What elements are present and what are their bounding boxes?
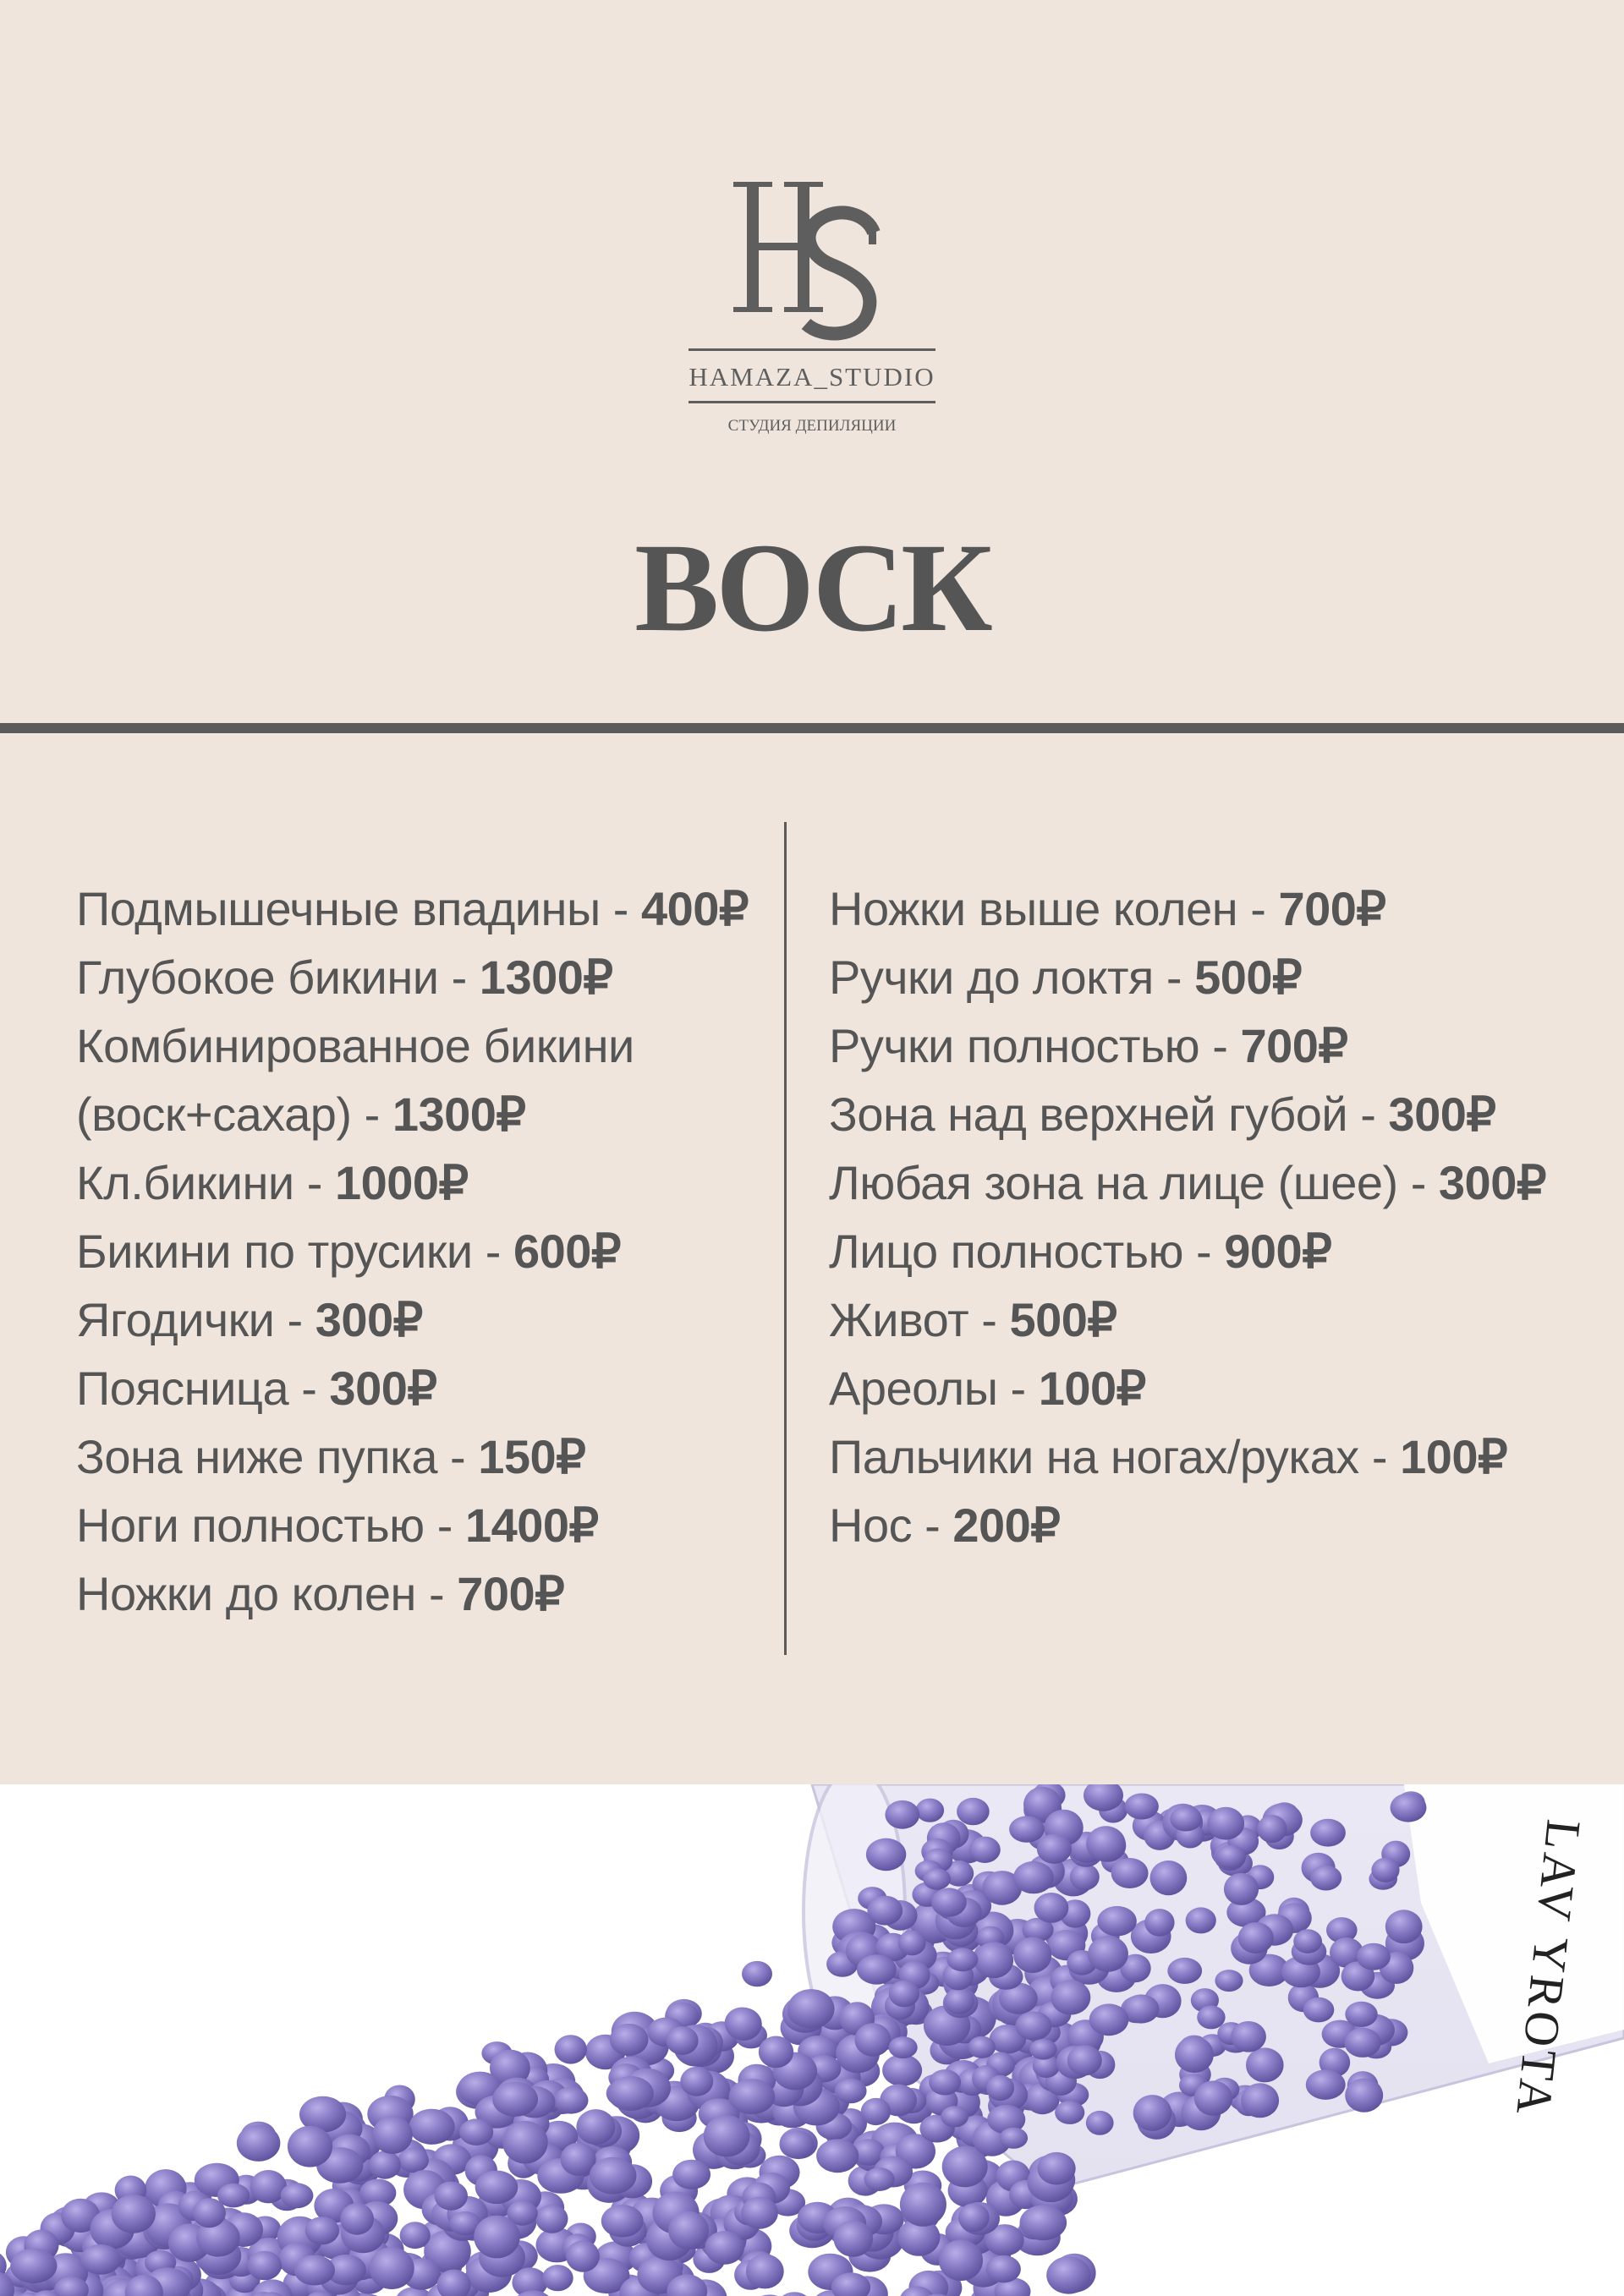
service-price: 700₽ (1240, 1019, 1348, 1072)
wax-bead (305, 2217, 339, 2244)
wax-beads-illustration (0, 1784, 1624, 2296)
service-name: Глубокое бикини - (76, 951, 480, 1004)
wax-bead (1371, 1858, 1399, 1882)
wax-bead (1224, 1873, 1259, 1905)
wax-bead (248, 2251, 282, 2281)
wax-bead (610, 2024, 649, 2056)
wax-bead (502, 2121, 548, 2164)
wax-bead (882, 2054, 922, 2086)
service-price: 900₽ (1224, 1225, 1332, 1278)
wax-bead (492, 2082, 538, 2117)
wax-bead (1345, 2079, 1383, 2112)
price-item (829, 1148, 1546, 1217)
wax-bead (866, 1838, 906, 1871)
wax-bead (1310, 1866, 1341, 1891)
service-price: 700₽ (1278, 882, 1386, 935)
wax-bead (1111, 1858, 1149, 1888)
service-name: Зона над верхней губой - (829, 1088, 1389, 1141)
wax-bead (957, 1798, 990, 1825)
wax-bead (1067, 2045, 1102, 2075)
wax-bead (555, 2035, 587, 2063)
wax-bead (1016, 2012, 1052, 2041)
service-price: 300₽ (1388, 1088, 1496, 1141)
wax-bead (939, 2240, 983, 2282)
wax-bead (1009, 1816, 1045, 1842)
service-name: Кл.бикини - (76, 1156, 335, 1209)
service-name: Нос - (829, 1499, 953, 1552)
wax-bead (294, 2255, 335, 2286)
price-item (829, 874, 1546, 943)
wax-bead (668, 2211, 709, 2249)
wax-bead (435, 2182, 468, 2211)
wax-bead (1215, 1970, 1243, 1992)
brand-name: HAMAZA_STUDIO (689, 362, 935, 392)
wax-bead (787, 1989, 834, 2029)
service-name: (воск+сахар) - (76, 1088, 392, 1141)
wax-bead (459, 2118, 493, 2145)
wax-bead (885, 1800, 919, 1829)
wax-bead (916, 1799, 944, 1822)
wax-bead (923, 1868, 951, 1889)
price-item (76, 1285, 749, 1354)
wax-bead (1034, 1893, 1069, 1923)
wax-bead (553, 2087, 588, 2114)
wax-bead (576, 2109, 615, 2145)
service-name: Зона ниже пупка - (76, 1430, 479, 1483)
service-name: Бикини по трусики - (76, 1225, 513, 1278)
column-divider (784, 822, 787, 1655)
wax-bead (816, 2139, 859, 2173)
service-name: Ягодички - (76, 1293, 315, 1346)
service-name: Пальчики на ногах/руках - (829, 1430, 1401, 1483)
wax-bead (398, 2148, 429, 2173)
wax-bead (1246, 2047, 1284, 2082)
wax-bead (1013, 1937, 1051, 1974)
price-item (76, 1491, 749, 1559)
wax-bead (1051, 1980, 1091, 2014)
wax-bead (741, 2197, 778, 2229)
wax-bead (704, 2115, 750, 2156)
wax-bead (986, 2075, 1014, 2101)
price-item (829, 1080, 1546, 1148)
wax-bead (759, 2036, 793, 2069)
price-item (76, 1080, 749, 1148)
wax-beads-photo (0, 1784, 1624, 2296)
price-item (829, 1285, 1546, 1354)
wax-bead (742, 1961, 772, 1986)
wax-bead (1385, 1910, 1423, 1943)
price-item (76, 1422, 749, 1491)
wax-bead (861, 2098, 891, 2125)
wax-bead (776, 2292, 813, 2296)
wax-bead (835, 2079, 867, 2103)
wax-bead (1089, 2003, 1129, 2036)
service-price: 700₽ (457, 1567, 565, 1620)
wax-bead (1186, 1907, 1216, 1933)
service-name: Любая зона на лице (шее) - (829, 1156, 1439, 1209)
wax-bead (1257, 1815, 1287, 1843)
wax-bead (672, 2160, 710, 2189)
wax-bead (889, 1981, 919, 2008)
wax-bead (112, 2195, 156, 2233)
wax-bead (986, 2255, 1021, 2283)
wax-bead (409, 2109, 455, 2145)
service-price: 400₽ (640, 882, 749, 935)
wax-bead (834, 2221, 873, 2257)
wax-bead (941, 2106, 968, 2127)
wax-bead (80, 2244, 121, 2275)
service-price: 300₽ (1438, 1156, 1546, 1209)
wax-bead (475, 2171, 518, 2205)
wax-bead (1150, 1860, 1188, 1895)
wax-bead (1029, 2039, 1056, 2060)
service-price: 100₽ (1400, 1430, 1508, 1483)
wax-bead (1125, 1794, 1159, 1820)
service-name: Ареолы - (829, 1362, 1039, 1415)
wax-bead (193, 2198, 226, 2228)
wax-bead (944, 1988, 974, 2014)
service-price: 1400₽ (464, 1499, 599, 1552)
wax-bead (474, 2216, 520, 2259)
wax-bead (1167, 1958, 1202, 1984)
wax-bead (535, 2205, 568, 2233)
wax-bead (1070, 1864, 1100, 1891)
wax-bead (237, 2125, 281, 2162)
wax-bead (1170, 1806, 1202, 1831)
wax-bead (1144, 1909, 1174, 1937)
wax-bead (340, 2203, 374, 2235)
wax-bead (864, 2167, 895, 2191)
price-item (76, 1354, 749, 1422)
wax-bead (590, 2157, 637, 2195)
wax-bead (1194, 2080, 1232, 2115)
wax-bead (1086, 1826, 1126, 1861)
service-price: 1300₽ (479, 951, 613, 1004)
service-name: Ноги полностью - (76, 1499, 465, 1552)
wax-bead (601, 2205, 644, 2238)
service-price: 1300₽ (392, 1088, 526, 1141)
wax-bead (780, 2130, 815, 2159)
wax-bead (1207, 1807, 1244, 1840)
wax-bead (746, 2254, 784, 2288)
wax-bead (1293, 1929, 1322, 1954)
price-list-left (76, 874, 749, 1628)
wax-bead (1310, 1819, 1346, 1847)
hs-monogram-icon (732, 173, 888, 342)
wax-bead (1306, 2069, 1346, 2100)
price-item (76, 1148, 749, 1217)
service-price: 150₽ (478, 1430, 586, 1483)
price-item (829, 1011, 1546, 1080)
wax-bead (726, 2008, 762, 2041)
service-name: Ножки до колен - (76, 1567, 458, 1620)
service-name: Поясница - (76, 1362, 330, 1415)
wax-bead (1175, 2036, 1214, 2073)
wax-bead (667, 2026, 699, 2055)
price-item (829, 1354, 1546, 1422)
wax-bead (1000, 2128, 1029, 2149)
wax-bead (1086, 2111, 1114, 2135)
wax-bead (680, 2067, 713, 2096)
price-item (76, 1011, 749, 1080)
wax-bead (900, 2183, 946, 2227)
service-name: Ножки выше колен - (829, 882, 1279, 935)
wax-bead (867, 1896, 903, 1926)
service-name: Лицо полностью - (829, 1225, 1225, 1278)
wax-bead (1038, 2152, 1076, 2185)
wax-bead (370, 2247, 414, 2289)
wax-bead (1020, 2205, 1067, 2240)
service-price: 200₽ (952, 1499, 1061, 1552)
service-price: 300₽ (329, 1362, 437, 1415)
price-item (76, 1217, 749, 1285)
wax-bead (1345, 2002, 1377, 2027)
wax-bead (946, 1948, 978, 1971)
price-item (76, 943, 749, 1011)
wax-bead (705, 2231, 744, 2265)
wax-bead (1088, 1936, 1128, 1972)
header-divider (0, 723, 1624, 733)
wax-bead (288, 2126, 332, 2167)
wax-bead (1216, 1845, 1246, 1869)
wax-bead (898, 1931, 926, 1956)
price-item (829, 1217, 1546, 1285)
wax-bead (1344, 2028, 1380, 2058)
price-item (76, 1559, 749, 1628)
wax-bead (1013, 1861, 1054, 1893)
wax-bead (1133, 2095, 1171, 2131)
wax-bead (1097, 1906, 1136, 1937)
wax-bead (889, 2036, 918, 2058)
jar-label: LAV YROTA (1506, 1817, 1592, 2121)
wax-bead (855, 2023, 892, 2057)
service-name: Живот - (829, 1293, 1010, 1346)
service-price: 100₽ (1038, 1362, 1146, 1415)
service-price: 300₽ (315, 1293, 423, 1346)
wax-bead (1357, 1943, 1391, 1970)
wax-bead (369, 2151, 401, 2178)
brand-subtitle: СТУДИЯ ДЕПИЛЯЦИИ (727, 417, 897, 435)
wax-bead (1241, 2083, 1279, 2118)
price-item (829, 1491, 1546, 1559)
wax-bead (968, 2036, 996, 2058)
service-price: 1000₽ (334, 1156, 469, 1209)
service-price: 600₽ (513, 1225, 622, 1278)
wax-bead (974, 1942, 1013, 1978)
service-name: Ручки до локтя - (829, 951, 1195, 1004)
service-name: Подмышечные впадины - (76, 882, 641, 935)
wax-bead (1046, 2256, 1090, 2293)
wax-bead (1055, 2101, 1084, 2124)
wax-bead (857, 1954, 897, 1984)
wax-bead (566, 2240, 600, 2271)
wax-bead (607, 2076, 653, 2111)
wax-bead (931, 1888, 967, 1916)
wax-bead (1037, 1834, 1072, 1864)
wax-bead (958, 2203, 990, 2232)
wax-bead (1303, 1997, 1335, 2023)
wax-bead (929, 2069, 961, 2095)
wax-bead (969, 1837, 1001, 1863)
wax-bead (281, 2183, 314, 2208)
page-title: ВОСК (634, 518, 990, 658)
wax-bead (1391, 1793, 1427, 1822)
wax-bead (1197, 2005, 1225, 2029)
wax-bead (729, 2079, 776, 2114)
wax-bead (1238, 1922, 1274, 1954)
price-list-right (829, 874, 1546, 1559)
service-price: 500₽ (1194, 951, 1303, 1004)
service-name: Ручки полностью - (829, 1019, 1241, 1072)
wax-bead (372, 2116, 412, 2154)
wax-bead (542, 2265, 573, 2291)
service-price: 500₽ (1009, 1293, 1117, 1346)
service-name: Комбинированное бикини (76, 1019, 634, 1072)
price-item (76, 874, 749, 943)
wax-bead (10, 2249, 57, 2283)
price-item (829, 943, 1546, 1011)
wax-bead (1231, 2021, 1266, 2052)
wax-bead (400, 2222, 431, 2249)
price-item (829, 1422, 1546, 1491)
